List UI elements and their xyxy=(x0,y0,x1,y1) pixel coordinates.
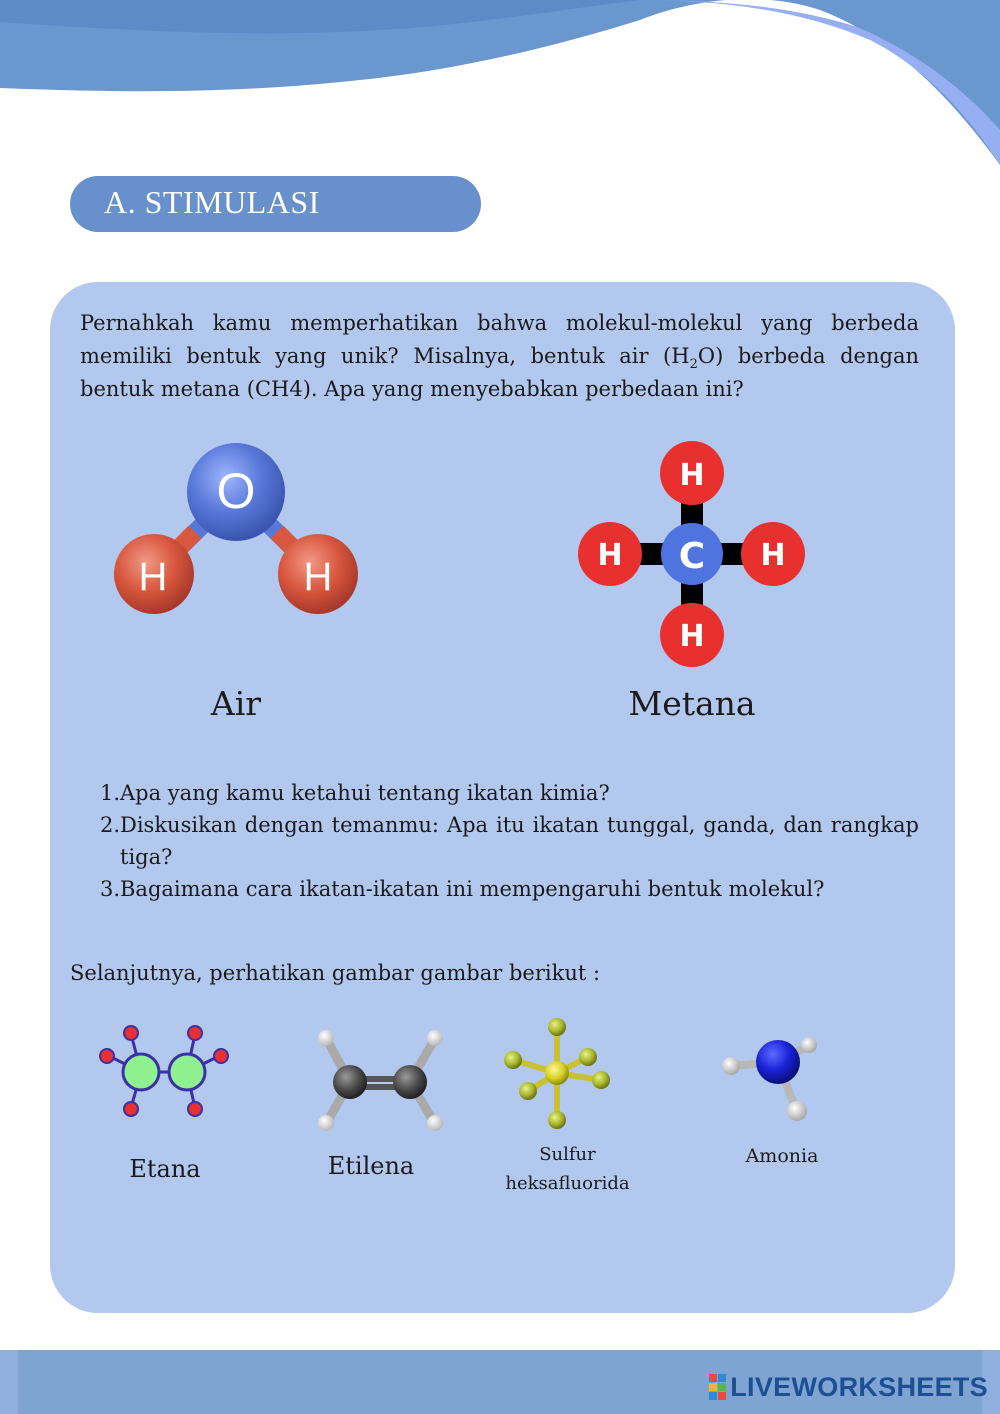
water-atom-h-left: H xyxy=(138,555,168,599)
water-molecule-image xyxy=(105,436,370,626)
methane-molecule-image xyxy=(575,440,810,672)
question-number: 1. xyxy=(100,781,121,805)
question-item xyxy=(100,873,919,905)
water-atom-h-right: H xyxy=(303,555,333,599)
intro-text-end: O) berbeda dengan bentuk metana (CH4). Apa yang menyebabkan perbedaan ini? xyxy=(80,344,919,401)
section-title: A. STIMULASI xyxy=(104,184,320,220)
section-title-pill xyxy=(70,176,481,232)
liveworksheets-logo-icon xyxy=(709,1374,726,1400)
ethylene-molecule-image xyxy=(312,1028,452,1133)
methane-atom-h-left: H xyxy=(597,538,623,573)
water-atom-o: O xyxy=(216,463,256,519)
methane-atom-h-right: H xyxy=(760,538,786,573)
methane-atom-c: C xyxy=(678,536,706,577)
next-prompt: Selanjutnya, perhatikan gambar gambar berikut : xyxy=(70,961,601,985)
footer-edge-left xyxy=(0,1350,18,1414)
question-item xyxy=(100,809,919,873)
liveworksheets-brand: LIVEWORKSHEETS xyxy=(730,1371,988,1402)
methane-atom-h-top: H xyxy=(679,458,705,493)
methane-atom-h-bottom: H xyxy=(679,619,705,654)
question-item xyxy=(100,777,919,809)
question-number: 2. xyxy=(100,813,121,837)
ethylene-label: Etilena xyxy=(327,1152,415,1180)
sulfur-hexafluoride-molecule-image xyxy=(502,1018,614,1130)
sulfur-hexafluoride-label xyxy=(480,1140,655,1198)
sulfur-label-line1: Sulfur xyxy=(539,1144,596,1165)
question-text: Diskusikan dengan temanmu: Apa itu ikatan tunggal, ganda, dan rangkap tiga? xyxy=(120,813,919,869)
methane-label: Metana xyxy=(628,684,756,723)
intro-paragraph xyxy=(80,307,919,406)
ethane-molecule-image xyxy=(95,1022,235,1122)
ammonia-molecule-image xyxy=(718,1032,822,1132)
question-number: 3. xyxy=(100,877,121,901)
question-text: Bagaimana cara ikatan-ikatan ini mempengaruhi bentuk molekul? xyxy=(120,877,825,901)
question-list xyxy=(100,777,919,905)
question-text: Apa yang kamu ketahui tentang ikatan kimia? xyxy=(120,781,610,805)
water-label: Air xyxy=(210,684,262,723)
liveworksheets-logo[interactable] xyxy=(709,1371,988,1403)
intro-text-start: Pernahkah kamu memperhatikan bahwa molekul-molekul yang berbeda memiliki bentuk yang unik? Misalnya, bentuk air (H xyxy=(80,311,919,368)
intro-subscript: 2 xyxy=(689,357,698,373)
ethane-label: Etana xyxy=(129,1155,201,1183)
ammonia-label: Amonia xyxy=(745,1145,819,1167)
sulfur-label-line2: heksafluorida xyxy=(505,1173,630,1194)
header-wave-decoration xyxy=(0,0,1000,170)
